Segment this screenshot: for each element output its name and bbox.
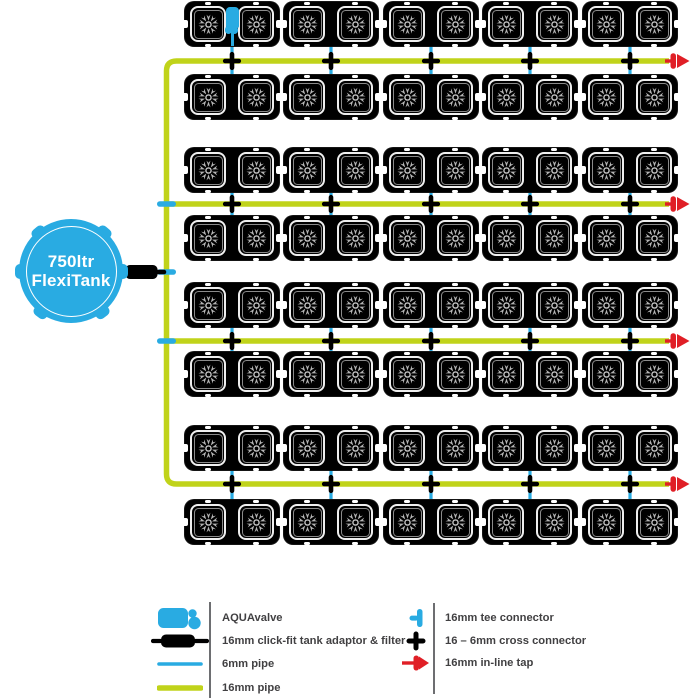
legend-label: 16mm tee connector — [445, 612, 554, 625]
tank-adaptor-filter-icon — [150, 632, 209, 650]
flexitank — [19, 219, 123, 323]
legend-label: AQUAvalve — [222, 611, 283, 624]
legend-label: 16 – 6mm cross connector — [445, 634, 587, 647]
legend-item-tank-adaptor — [150, 629, 405, 652]
legend-item-inline-tap — [398, 652, 586, 675]
6mm-pipe-icon — [150, 660, 209, 668]
tank-capacity-label: 750ltr — [47, 251, 95, 271]
legend-label: 16mm pipe — [222, 681, 281, 694]
legend-label: 16mm click-fit tank adaptor & filter — [222, 635, 406, 648]
legend-item-cross-connector — [398, 630, 586, 653]
legend-item-6mm-pipe — [150, 653, 405, 676]
tank-name-label: FlexiTank — [31, 271, 111, 290]
legend-label: 16mm in-line tap — [445, 657, 534, 670]
aquavalve-icon — [150, 605, 209, 631]
cross-connector-icon — [398, 631, 433, 651]
tank-label — [32, 252, 111, 291]
legend-item-aquavalve — [150, 606, 405, 629]
legend-item-tee-connector — [398, 607, 586, 630]
16mm-pipe-icon — [150, 683, 209, 693]
legend-label: 6mm pipe — [222, 658, 275, 671]
tee-connector-icon — [398, 607, 433, 629]
legend-item-16mm-pipe — [150, 676, 405, 699]
inline-tap-icon — [398, 654, 433, 672]
